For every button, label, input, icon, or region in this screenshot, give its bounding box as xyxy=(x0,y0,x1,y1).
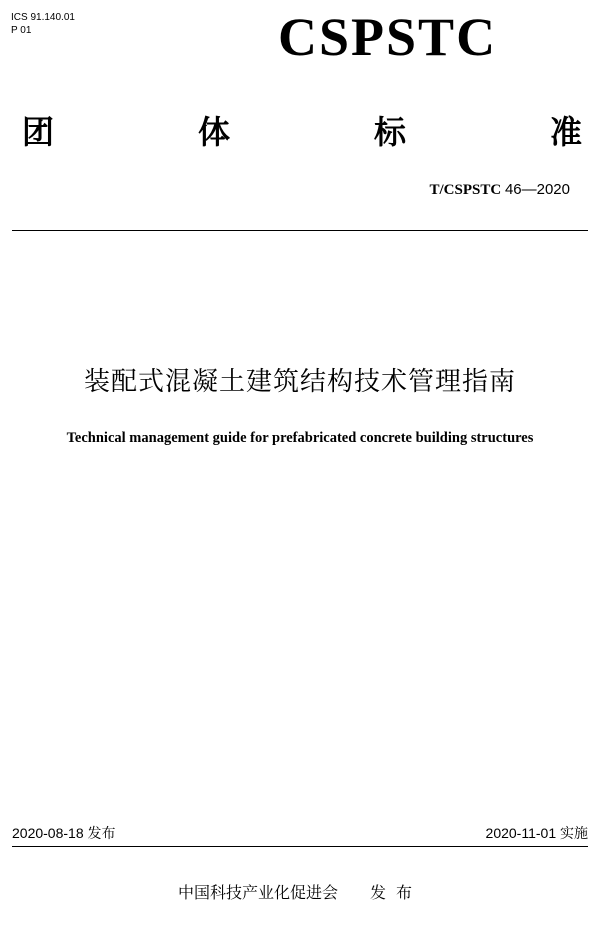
organization-logo: CSPSTC xyxy=(278,7,498,67)
top-divider xyxy=(12,230,588,231)
title-chinese: 装配式混凝土建筑结构技术管理指南 xyxy=(83,367,516,397)
standard-type-char: 团 xyxy=(22,113,55,151)
ics-code: ICS 91.140.01 xyxy=(11,12,75,23)
ccs-code: P 01 xyxy=(11,25,32,36)
standard-code-year: —2020 xyxy=(521,181,570,198)
standard-code xyxy=(429,180,570,200)
issuer-name: 中国科技产业化促进会 xyxy=(177,883,338,902)
standard-type xyxy=(22,111,582,153)
standard-code-prefix: T/CSPSTC xyxy=(429,182,502,198)
bottom-divider xyxy=(12,846,588,847)
standard-type-char: 体 xyxy=(197,113,230,151)
publish-date: 2020-08-18 发布 xyxy=(12,825,116,841)
implement-date: 2020-11-01 实施 xyxy=(485,825,588,841)
standard-type-char: 准 xyxy=(549,113,582,151)
standard-type-char: 标 xyxy=(373,113,406,151)
issuer-action: 发布 xyxy=(370,883,423,902)
classification-codes xyxy=(11,11,75,37)
standard-code-number: 46 xyxy=(504,181,522,198)
issuer xyxy=(0,882,600,904)
title-english: Technical management guide for prefabricated concrete building structures xyxy=(66,430,534,446)
